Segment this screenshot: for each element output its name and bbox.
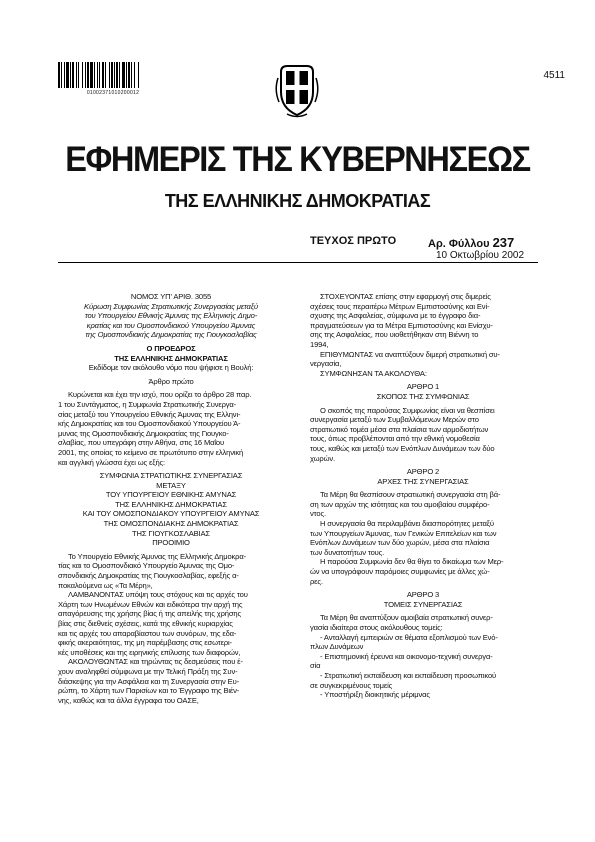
text-line: τους, καθώς και μεταξύ των Ενόπλων Δυνάμεων των δύο	[310, 443, 495, 453]
agreement-heading: ΤΗΣ ΓΙΟΥΓΚΟΣΛΑΒΙΑΣ	[132, 528, 210, 538]
text-line: απαγόρευσης της χρήσης βίας ή της απειλής της χρήσης	[58, 609, 241, 619]
sheet-number: 237	[492, 235, 515, 250]
law-title-line: του Υπουργείου Εθνικής Άμυνας της Ελληνικής Δημο-	[84, 311, 258, 321]
barcode-number: 01002371010200012	[86, 90, 140, 96]
agreement-heading: ΤΗΣ ΟΜΟΣΠΟΝΔΙΑΚΗΣ ΔΗΜΟΚΡΑΤΙΑΣ	[103, 519, 239, 529]
text-line: κές υποθέσεις και της ειρηνικής επίλυσης των διαφορών,	[58, 647, 241, 657]
text-line: Η συνεργασία θα περιλαμβάνει διασπορότητες μεταξύ	[320, 519, 494, 529]
text-line: νεργασία,	[310, 359, 342, 369]
issue-date: 10 Οκτωβρίου 2002	[436, 250, 525, 261]
text-line: ρες.	[310, 576, 323, 586]
agreement-heading: ΚΑΙ ΤΟΥ ΟΜΟΣΠΟΝΔΙΑΚΟΥ ΥΠΟΥΡΓΕΙΟΥ ΑΜΥΝΑΣ	[82, 509, 260, 519]
text-line: ρώπη, το Χάρτη των Παρισίων και το Έγγραφο της Βιέν-	[58, 686, 240, 696]
law-title-line: της Ομοσπονδιακής Δημοκρατίας της Γιουγκοσλαβίας	[85, 330, 257, 340]
text-line: πραγματεύσεων για τα Μέτρα Εμπιστοσύνης και Ενίσχυ-	[310, 320, 493, 330]
text-line: ση των αρχών της ισότητας και του αμοιβαίου συμφέρο-	[310, 499, 490, 509]
article-title: ΣΚΟΠΟΣ ΤΗΣ ΣΥΜΦΩΝΙΑΣ	[376, 391, 470, 401]
list-item: - Υποστήριξη διοικητικής μέριμνας	[320, 690, 430, 700]
agreement-heading: ΤΗΣ ΕΛΛΗΝΙΚΗΣ ΔΗΜΟΚΡΑΤΙΑΣ	[115, 499, 227, 509]
left-column	[58, 292, 284, 705]
text-line: Κυρώνεται και έχει την ισχύ, που ορίζει το άρθρο 28 παρ.	[68, 390, 252, 400]
article-heading: ΑΡΘΡΟ 2	[406, 467, 440, 477]
text-line: ντος.	[310, 509, 326, 519]
text-line: Ο σκοπός της παρούσας Συμφωνίας είναι να θεσπίσει	[320, 405, 495, 415]
sheet-label: Αρ. Φύλλου	[428, 238, 490, 250]
text-line: κής Δημοκρατίας και του Ομοσπονδιακού Υπουργείου Ά-	[58, 419, 241, 429]
law-number: ΝΟΜΟΣ ΥΠ' ΑΡΙΘ. 3055	[130, 292, 212, 301]
list-item-continuation: πλων Δυνάμεων	[310, 642, 364, 652]
law-title-line: κρατίας και του Ομοσπονδιακού Υπουργείου Άμυνας	[86, 320, 256, 330]
text-line: 2001, της οποίας το κείμενο σε πρωτότυπο στην ελληνική	[58, 447, 244, 457]
article-title: ΤΟΜΕΙΣ ΣΥΝΕΡΓΑΣΙΑΣ	[383, 599, 463, 609]
text-line: σπονδιακής Δημοκρατίας της Γιουγκοσλαβίας, εφεξής α-	[58, 571, 239, 581]
text-line: νης, καθώς και τα άλλα έγγραφα του ΟΑΣΕ,	[58, 695, 199, 705]
text-line: Η παρούσα Συμφωνία δεν θα θίγει το δικαίωμα των Μερ-	[320, 557, 504, 567]
text-line: των Υπουργείων Άμυνας, των Γενικών Επιτελείων και των	[310, 528, 497, 538]
article-title: ΑΡΧΕΣ ΤΗΣ ΣΥΝΕΡΓΑΣΙΑΣ	[377, 476, 469, 486]
right-column	[310, 292, 536, 700]
text-line: σλαβίας, που υπεγράφη στην Αθήνα, στις 16 Μαΐου	[58, 438, 224, 448]
text-line: ών να υπογράφουν παρόμοιες συμφωνίες με άλλες χώ-	[310, 567, 490, 577]
agreement-heading: ΤΟΥ ΥΠΟΥΡΓΕΙΟΥ ΕΘΝΙΚΗΣ ΑΜΥΝΑΣ	[105, 490, 237, 500]
text-line: συνεργασία μεταξύ των Συμβαλλόμενων Μερών στο	[310, 415, 479, 425]
text-line: Τα Μέρη θα θεσπίσουν στρατιωτική συνεργασία στη βά-	[320, 490, 501, 500]
text-line: βίας στις διεθνείς σχέσεις, κατά της εθνικής κυριαρχίας	[58, 619, 233, 628]
text-line: γασία ιδιαίτερα στους ακόλουθους τομείς:	[310, 623, 443, 632]
text-line: τους, όπως προβλέπονται από την εθνική νομοθεσία	[310, 434, 480, 444]
sheet-number-label	[428, 235, 514, 250]
list-item: - Στρατιωτική εκπαίδευση και εκπαίδευση προσωπικού	[320, 670, 497, 680]
text-line: χουν αναληφθεί σύμφωνα με την Τελική Πράξη της Συν-	[58, 666, 238, 676]
text-line: σης της Ασφαλείας, που υιοθετήθηκαν στη Βιέννη το	[310, 330, 479, 340]
list-item: - Επιστημονική έρευνα και οικονομο-τεχνική συνεργα-	[320, 651, 493, 661]
barcode	[58, 62, 162, 88]
text-line: φικής ακεραιότητας, της μη παρέμβασης στις εσωτερι-	[58, 638, 232, 648]
text-line: 1 του Συντάγματος, η Συμφωνία Στρατιωτικής Συνεργα-	[58, 399, 237, 409]
text-line: τίας και το Ομοσπονδιακό Υπουργείο Άμυνας της Ομο-	[58, 561, 235, 571]
president-heading: Ο ΠΡΟΕΔΡΟΣ	[146, 343, 196, 353]
text-line: ΑΚΟΛΟΥΘΩΝΤΑΣ και τηρώντας τις δεσμεύσεις που έ-	[68, 657, 243, 667]
list-item-continuation: σε συγκεκριμένους τομείς	[310, 680, 393, 690]
text-line: ποκαλούμενα ως «Τα Μέρη»,	[58, 580, 153, 590]
text-line: Τα Μέρη θα αναπτύξουν αμοιβαία στρατιωτική συνερ-	[320, 613, 493, 623]
gazette-subtitle: ΤΗΣ ΕΛΛΗΝΙΚΗΣ ΔΗΜΟΚΡΑΤΙΑΣ	[164, 191, 431, 211]
text-line: σχέσεις τους περαιτέρω Μέτρων Εμπιστοσύνης και Ενί-	[310, 301, 490, 311]
preamble-heading: ΠΡΟΟΙΜΙΟ	[152, 538, 190, 548]
text-line: ΕΠΙΘΥΜΩΝΤΑΣ να αναπτύξουν διμερή στρατιωτική συ-	[320, 349, 500, 359]
text-line: και τις αρχές του απαραβίαστου των συνόρων, της εδα-	[58, 628, 237, 638]
text-line: σίας μεταξύ του Υπουργείου Εθνικής Άμυνας της Ελληνι-	[58, 409, 241, 419]
text-line: ΣΥΜΦΩΝΗΣΑΝ ΤΑ ΑΚΟΛΟΥΘΑ:	[320, 368, 427, 378]
text-line: ΣΤΟΧΕΥΟΝΤΑΣ επίσης στην εφαρμογή στις διμερείς	[320, 292, 491, 301]
issue-label: ΤΕΥΧΟΣ ΠΡΩΤΟ	[310, 235, 397, 247]
list-item: - Ανταλλαγή εμπειριών σε θέματα εξοπλισμού των Ενό-	[320, 632, 498, 642]
text-line: ΛΑΜΒΑΝΟΝΤΑΣ υπόψη τους στόχους και τις αρχές του	[68, 590, 248, 600]
law-title-line: Κύρωση Συμφωνίας Στρατιωτικής Συνεργασίας μεταξύ	[84, 301, 258, 311]
text-line: σχυσης της Ασφαλείας, σύμφωνα με το έγγραφο δια-	[310, 311, 481, 321]
text-line: χωρών.	[310, 453, 335, 463]
article-heading: ΑΡΘΡΟ 3	[406, 590, 440, 600]
text-line: Το Υπουργείο Εθνικής Άμυνας της Ελληνικής Δημοκρα-	[68, 551, 246, 561]
page-number: 4511	[543, 70, 565, 81]
promulgation-text: Εκδίδομε τον ακόλουθο νόμο που ψήφισε η Βουλή:	[88, 363, 254, 373]
text-line: μυνας της Ομοσπονδιακής Δημοκρατίας της Γιουγκο-	[58, 428, 229, 438]
text-line: 1994,	[310, 339, 329, 349]
text-line: στρατιωτικό τομέα μέσα στα πλαίσια των αρμοδιοτήτων	[310, 424, 489, 434]
text-line: διάσκεψης για την Ασφάλεια και τη Συνεργασία στην Ευ-	[58, 676, 239, 686]
list-item-continuation: σία	[310, 661, 321, 671]
agreement-heading: ΜΕΤΑΞΥ	[156, 480, 186, 490]
gazette-title: ΕΦΗΜΕΡΙΣ ΤΗΣ ΚΥΒΕΡΝΗΣΕΩΣ	[65, 140, 530, 179]
greek-coat-of-arms-icon	[273, 62, 321, 118]
president-heading: ΤΗΣ ΕΛΛΗΝΙΚΗΣ ΔΗΜΟΚΡΑΤΙΑΣ	[114, 353, 228, 363]
article-heading: ΑΡΘΡΟ 1	[406, 382, 440, 392]
text-line: Χάρτη των Ηνωμένων Εθνών και ειδικότερα την αρχή της	[58, 599, 243, 609]
header-rule	[58, 262, 538, 263]
text-line: των δυνατοτήτων τους.	[310, 547, 385, 557]
text-line: και αγγλική γλώσσα έχει ως εξής:	[58, 457, 166, 467]
article-heading: Άρθρο πρώτο	[148, 376, 194, 386]
agreement-heading: ΣΥΜΦΩΝΙΑ ΣΤΡΑΤΙΩΤΙΚΗΣ ΣΥΝΕΡΓΑΣΙΑΣ	[99, 471, 243, 481]
text-line: Ενόπλων Δυνάμεων των δύο χωρών, μέσα στα πλαίσια	[310, 538, 490, 548]
